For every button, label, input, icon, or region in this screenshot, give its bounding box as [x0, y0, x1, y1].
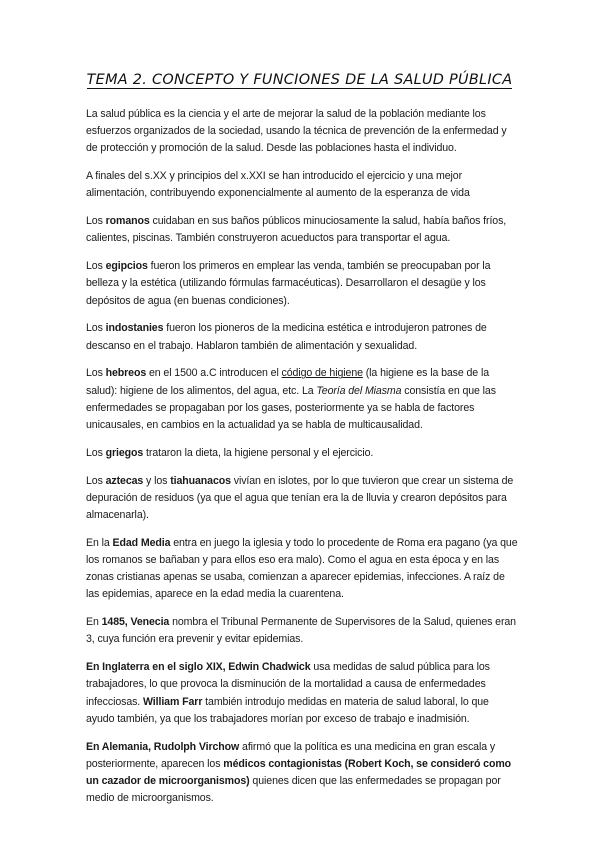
paragraph-text: vivían en islotes, por lo que tuvieron que crear un sistema de depuración de residuos (ya que el agua que tenían era la de lluvia y crearon depósitos para almacenarla).: [86, 474, 514, 522]
underlined-text: código de higiene: [281, 367, 363, 380]
paragraph-text: cuidaban en sus baños públicos minuciosamente la salud, había baños fríos, calientes, piscinas. También construyeron acueductos para transportar el agua.: [86, 215, 507, 245]
paragraph-text: Los: [86, 260, 106, 273]
paragraph-text: y los: [143, 474, 171, 487]
document-body: [86, 106, 518, 818]
bold-text: William Farr: [143, 695, 203, 708]
paragraph-text: Los: [86, 446, 106, 459]
paragraph: [86, 739, 518, 808]
bold-text: griegos: [105, 446, 144, 459]
bold-text: romanos: [105, 215, 150, 228]
paragraph-text: En: [86, 616, 102, 629]
bold-text: En Alemania, Rudolph Virchow: [86, 740, 240, 753]
paragraph: [86, 535, 518, 604]
bold-text: En Inglaterra en el siglo XIX, Edwin Chadwick: [86, 661, 311, 674]
paragraph-text: quienes dicen que las enfermedades se propagan por medio de microorganismos.: [86, 775, 501, 805]
bold-text: egipcios: [105, 260, 148, 273]
page-title-text: TEMA 2. CONCEPTO Y FUNCIONES DE LA SALUD PÚBLICA: [86, 72, 513, 88]
paragraph-text: nombra el Tribunal Permanente de Supervisores de la Salud, quienes eran 3, cuya función era prevenir y evitar epidemias.: [86, 616, 516, 646]
paragraph-text: en el 1500 a.C introducen el: [146, 367, 282, 380]
paragraph-text: trataron la dieta, la higiene personal y el ejercicio.: [143, 446, 374, 459]
bold-text: Edad Media: [112, 536, 171, 549]
paragraph-text: Los: [86, 367, 106, 380]
paragraph-text: también introdujo medidas en materia de salud laboral, lo que ayudo también, ya que los trabajadores morían por exceso de trabajo e inadmisión.: [86, 695, 489, 725]
paragraph: [86, 365, 518, 434]
paragraph-text: Los: [86, 215, 106, 228]
page-title: [0, 72, 599, 88]
bold-text: hebreos: [105, 367, 147, 380]
paragraph-text: A finales del s.XX y principios del x.XXI se han introducido el ejercicio y una mejor alimentación, contribuyendo exponencialmente al aumento de la esperanza de vida: [86, 170, 470, 200]
paragraph-text: Los: [86, 474, 106, 487]
paragraph-text: fueron los pioneros de la medicina estética e introdujeron patrones de descanso en el trabajo. Hablaron también de alimentación y sexualidad.: [86, 322, 487, 352]
paragraph-text: En la: [86, 536, 113, 549]
paragraph: [86, 614, 518, 648]
paragraph-text: Los: [86, 322, 106, 335]
paragraph: [86, 213, 518, 247]
paragraph: [86, 445, 518, 462]
paragraph-text: afirmó que la política es una medicina en gran escala y posteriormente, aparecen los: [86, 740, 496, 770]
paragraph: [86, 168, 518, 202]
paragraph-text: usa medidas de salud pública para los trabajadores, lo que provoca la disminución de la mortalidad a causa de enfermedades infecciosas.: [86, 661, 490, 708]
paragraph-text: (la higiene es la base de la salud): higiene de los alimentos, del agua, etc. La: [86, 367, 489, 397]
bold-text: 1485, Venecia: [101, 616, 170, 629]
paragraph: [86, 320, 518, 354]
paragraph-text: fueron los primeros en emplear las venda, también se preocupaban por la belleza y la estética (utilizando fórmulas farmacéuticas). Desarrollaron el desagüe y los depósitos de agua (en buenas condiciones).: [86, 260, 491, 307]
bold-text: médicos contagionistas (Robert Koch, se consideró como un cazador de microorganismos): [86, 757, 512, 788]
bold-text: indostanies: [105, 322, 164, 335]
paragraph: [86, 258, 518, 310]
paragraph-text: consistía en que las enfermedades se propagaban por los gases, posteriormente ya se habla de factores unicausales, en cambios en la actualidad ya se habla de multicausalidad.: [86, 384, 496, 432]
paragraph-text: La salud pública es la ciencia y el arte de mejorar la salud de la población mediante los esfuerzos organizados de la sociedad, usando la técnica de prevención de la enfermedad y de protección y promoción de la salud. Desde las poblaciones hasta el individuo.: [86, 108, 507, 155]
paragraph: [86, 473, 518, 525]
paragraph: [86, 106, 518, 158]
paragraph-text: entra en juego la iglesia y todo lo procedente de Roma era pagano (ya que los romanos se bañaban y para ellos eso era malo). Como el agua en esta época y en las zonas cristianas apenas se usaba, comienzan a aparecer epidemias, infecciones. A raíz de las epidemias, aparece en la edad media la cuarentena.: [86, 536, 518, 601]
italic-text: Teoría del Miasma: [316, 384, 402, 397]
bold-text: tiahuanacos: [170, 474, 231, 487]
paragraph: [86, 659, 518, 728]
bold-text: aztecas: [105, 474, 144, 487]
